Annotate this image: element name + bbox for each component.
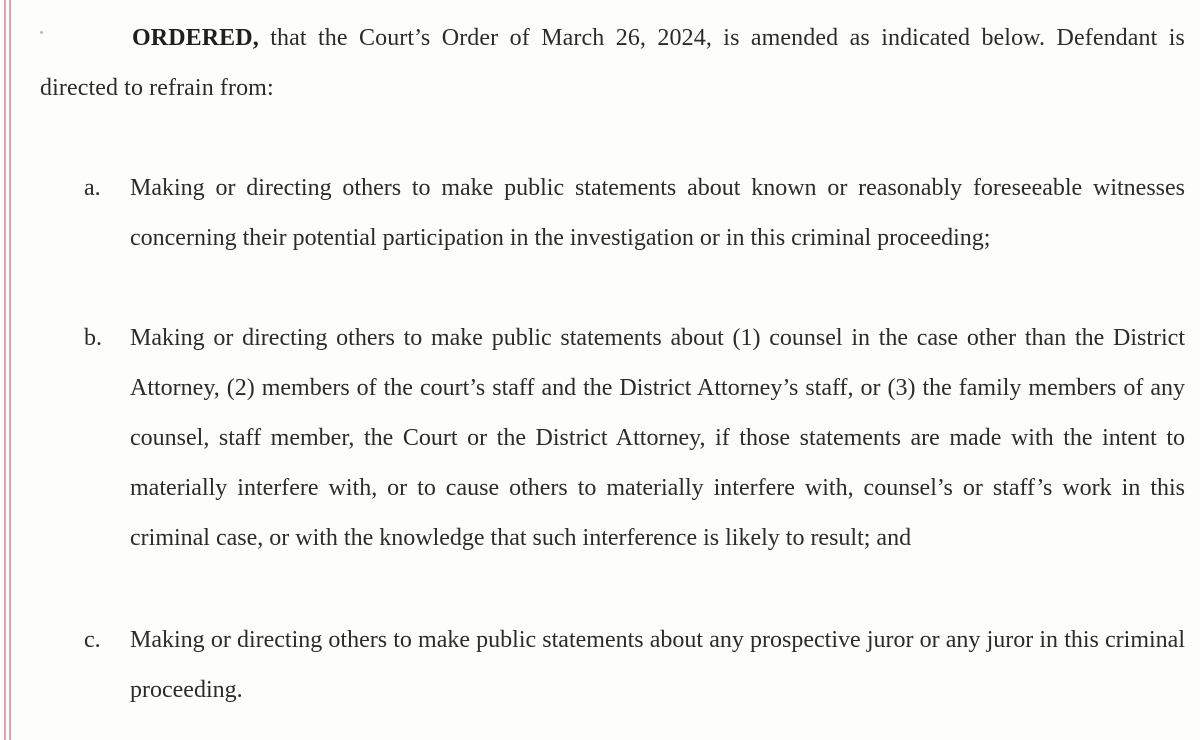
opening-text: that the Court’s Order of March 26, 2024, is amended as indicated below. Defendant is directed to refrain from:	[40, 25, 1185, 101]
list-marker-c: c.	[84, 627, 101, 653]
list-item-c	[40, 615, 1185, 715]
opening-paragraph	[40, 13, 1185, 113]
list-marker-b: b.	[84, 325, 102, 351]
ordered-lead: ORDERED,	[132, 25, 259, 51]
margin-rule-inner	[9, 0, 11, 740]
list-text-a: Making or directing others to make public statements about known or reasonably foreseeable witnesses concerning their potential participation in the investigation or in this criminal proceeding;	[130, 175, 1185, 251]
list-item-b	[40, 313, 1185, 563]
list-text-c: Making or directing others to make public statements about any prospective juror or any juror in this criminal proceeding.	[130, 627, 1185, 703]
list-marker-a: a.	[84, 175, 101, 201]
list-text-b: Making or directing others to make public statements about (1) counsel in the case other than the District Attorney, (2) members of the court’s staff and the District Attorney’s staff, or (3) the family members of any counsel, staff member, the Court or the District Attorney, if those statements are made with the intent to materially interfere with, or to cause others to materially interfere with, counsel’s or staff’s work in this criminal case, or with the knowledge that such interference is likely to result; and	[130, 325, 1185, 551]
margin-rule-outer	[4, 0, 6, 740]
list-item-a	[40, 163, 1185, 263]
